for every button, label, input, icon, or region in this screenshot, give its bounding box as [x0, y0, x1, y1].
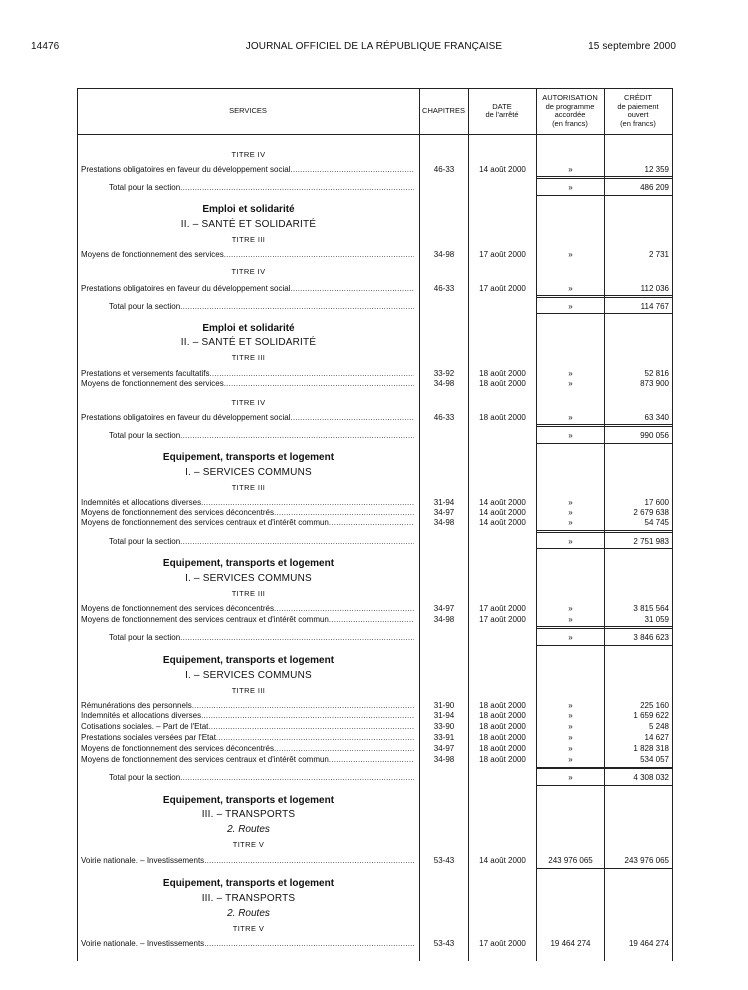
total-autorisation: » — [568, 183, 573, 192]
section-subtitle: I. – SERVICES COMMUNS — [185, 670, 312, 681]
table-row — [77, 938, 673, 949]
row-credit: 112 036 — [640, 284, 669, 293]
row-autorisation: 19 464 274 — [550, 939, 591, 948]
row-date: 17 août 2000 — [479, 250, 526, 259]
budget-table — [77, 88, 673, 968]
total-label: Total pour la section ..... — [109, 632, 414, 643]
row-autorisation: » — [568, 379, 573, 388]
titre-heading: TITRE III — [231, 235, 266, 244]
table-row — [77, 754, 673, 765]
row-label: Prestations obligatoires en faveur du développement social ..... — [81, 164, 414, 175]
row-date: 14 août 2000 — [479, 856, 526, 865]
section-divider — [537, 295, 673, 296]
section-divider — [537, 868, 673, 869]
ministry-heading: Emploi et solidarité — [202, 204, 295, 215]
row-date: 14 août 2000 — [479, 498, 526, 507]
table-row — [77, 164, 673, 175]
row-date: 18 août 2000 — [479, 733, 526, 742]
page-date: 15 septembre 2000 — [588, 41, 676, 52]
column-header-services: SERVICES — [229, 105, 267, 115]
row-credit: 54 745 — [644, 518, 669, 527]
row-credit: 243 976 065 — [624, 856, 669, 865]
ministry-heading: Equipement, transports et logement — [162, 452, 335, 463]
total-row — [77, 430, 673, 441]
row-label: Prestations sociales versées par l'Etat ..... — [81, 732, 414, 743]
row-credit: 14 627 — [644, 733, 669, 742]
total-box-bottom — [537, 195, 673, 196]
row-credit: 63 340 — [644, 413, 669, 422]
table-row — [77, 743, 673, 754]
total-label: Total pour la section ..... — [109, 430, 414, 441]
row-autorisation: » — [568, 518, 573, 527]
total-box-bottom — [537, 548, 673, 549]
row-autorisation: 243 976 065 — [548, 856, 593, 865]
section-subtitle: III. – TRANSPORTS — [201, 809, 296, 820]
row-label: Voirie nationale. – Investissements ..... — [81, 938, 414, 949]
row-credit: 19 464 274 — [628, 939, 669, 948]
total-box-bottom — [537, 313, 673, 314]
section-subtitle: I. – SERVICES COMMUNS — [185, 467, 312, 478]
row-credit: 52 816 — [644, 369, 669, 378]
row-date: 14 août 2000 — [479, 165, 526, 174]
section-sub-subtitle: 2. Routes — [227, 824, 270, 835]
total-credit: 114 767 — [640, 302, 669, 311]
total-box-bottom — [537, 443, 673, 444]
row-chapitre: 33-92 — [433, 369, 455, 378]
row-label: Rémunérations des personnels ..... — [81, 700, 414, 711]
ministry-heading: Equipement, transports et logement — [162, 558, 335, 569]
row-date: 17 août 2000 — [479, 939, 526, 948]
row-date: 18 août 2000 — [479, 701, 526, 710]
total-box-top — [537, 628, 673, 629]
total-box-top — [537, 532, 673, 533]
table-row — [77, 855, 673, 866]
total-row — [77, 182, 673, 193]
section-divider — [537, 176, 673, 177]
column-header-date: DATE de l'arrêté — [485, 101, 519, 119]
row-label: Prestations obligatoires en faveur du développement social ..... — [81, 412, 414, 423]
column-header-credit: CRÉDIT de paiement ouvert (en francs) — [617, 93, 659, 128]
row-autorisation: » — [568, 615, 573, 624]
total-autorisation: » — [568, 633, 573, 642]
ministry-heading: Equipement, transports et logement — [162, 795, 335, 806]
row-date: 17 août 2000 — [479, 284, 526, 293]
row-chapitre: 53-43 — [433, 939, 455, 948]
row-autorisation: » — [568, 413, 573, 422]
row-label: Moyens de fonctionnement des services ..... — [81, 378, 414, 389]
total-box-top — [537, 297, 673, 298]
row-autorisation: » — [568, 722, 573, 731]
row-chapitre: 33-91 — [433, 733, 455, 742]
row-label: Prestations et versements facultatifs ..... — [81, 368, 414, 379]
total-row — [77, 772, 673, 783]
titre-heading: TITRE III — [231, 589, 266, 598]
row-chapitre: 34-98 — [433, 250, 455, 259]
row-chapitre: 46-33 — [433, 413, 455, 422]
row-label: Cotisations sociales. – Part de l'Etat ..... — [81, 721, 414, 732]
total-row — [77, 632, 673, 643]
titre-heading: TITRE IV — [231, 150, 266, 159]
row-label: Prestations obligatoires en faveur du développement social ..... — [81, 283, 414, 294]
row-autorisation: » — [568, 165, 573, 174]
row-credit: 1 659 622 — [633, 711, 669, 720]
section-subtitle: III. – TRANSPORTS — [201, 893, 296, 904]
table-row — [77, 614, 673, 625]
table-row — [77, 249, 673, 260]
titre-heading: TITRE III — [231, 353, 266, 362]
total-label: Total pour la section ..... — [109, 182, 414, 193]
row-date: 18 août 2000 — [479, 744, 526, 753]
column-header-autorisation: AUTORISATION de programme accordée (en francs) — [542, 93, 598, 128]
row-chapitre: 31-94 — [433, 498, 455, 507]
row-autorisation: » — [568, 733, 573, 742]
titre-heading: TITRE III — [231, 483, 266, 492]
row-credit: 31 059 — [644, 615, 669, 624]
row-chapitre: 34-97 — [433, 744, 455, 753]
total-autorisation: » — [568, 431, 573, 440]
row-date: 18 août 2000 — [479, 369, 526, 378]
row-label: Moyens de fonctionnement des services centraux et d'intérêt commun ..... — [81, 614, 414, 625]
row-date: 18 août 2000 — [479, 722, 526, 731]
row-chapitre: 33-90 — [433, 722, 455, 731]
row-label: Voirie nationale. – Investissements ..... — [81, 855, 414, 866]
row-label: Moyens de fonctionnement des services déconcentrés ..... — [81, 603, 414, 614]
table-row — [77, 412, 673, 423]
total-label: Total pour la section ..... — [109, 536, 414, 547]
row-chapitre: 31-90 — [433, 701, 455, 710]
total-box-top — [537, 178, 673, 179]
table-row — [77, 283, 673, 294]
titre-heading: TITRE IV — [231, 398, 266, 407]
row-label: Moyens de fonctionnement des services centraux et d'intérêt commun ..... — [81, 517, 414, 528]
ministry-heading: Emploi et solidarité — [202, 323, 295, 334]
row-chapitre: 34-98 — [433, 615, 455, 624]
row-credit: 12 359 — [644, 165, 669, 174]
total-row — [77, 301, 673, 312]
table-row — [77, 721, 673, 732]
total-box-bottom — [537, 645, 673, 646]
column-header-chapitres: CHAPITRES — [422, 105, 465, 115]
journal-title: JOURNAL OFFICIEL DE LA RÉPUBLIQUE FRANÇAISE — [245, 41, 503, 52]
section-subtitle: I. – SERVICES COMMUNS — [185, 573, 312, 584]
section-sub-subtitle: 2. Routes — [227, 908, 270, 919]
row-credit: 2 731 — [648, 250, 669, 259]
row-credit: 225 160 — [640, 701, 669, 710]
row-label: Moyens de fonctionnement des services centraux et d'intérêt commun ..... — [81, 754, 414, 765]
total-row — [77, 536, 673, 547]
row-autorisation: » — [568, 744, 573, 753]
row-date: 18 août 2000 — [479, 711, 526, 720]
row-credit: 17 600 — [644, 498, 669, 507]
row-label: Moyens de fonctionnement des services ..... — [81, 249, 414, 260]
total-autorisation: » — [568, 302, 573, 311]
section-divider — [537, 424, 673, 425]
titre-heading: TITRE III — [231, 686, 266, 695]
table-row — [77, 378, 673, 389]
row-credit: 5 248 — [648, 722, 669, 731]
row-credit: 1 828 318 — [633, 744, 669, 753]
table-header-border — [77, 134, 673, 135]
row-credit: 534 057 — [640, 755, 669, 764]
row-date: 14 août 2000 — [479, 518, 526, 527]
row-autorisation: » — [568, 711, 573, 720]
row-date: 18 août 2000 — [479, 755, 526, 764]
page-number: 14476 — [31, 41, 60, 52]
row-autorisation: » — [568, 755, 573, 764]
total-label: Total pour la section ..... — [109, 301, 414, 312]
total-autorisation: » — [568, 537, 573, 546]
row-autorisation: » — [568, 369, 573, 378]
section-subtitle: II. – SANTÉ ET SOLIDARITÉ — [180, 219, 317, 230]
ministry-heading: Equipement, transports et logement — [162, 655, 335, 666]
total-credit: 990 056 — [640, 431, 669, 440]
ministry-heading: Equipement, transports et logement — [162, 878, 335, 889]
row-autorisation: » — [568, 284, 573, 293]
total-box-bottom — [537, 785, 673, 786]
row-label: Indemnités et allocations diverses ..... — [81, 497, 414, 508]
section-divider — [537, 626, 673, 627]
table-row — [77, 517, 673, 528]
row-credit: 3 815 564 — [633, 604, 669, 613]
total-credit: 2 751 983 — [633, 537, 669, 546]
row-autorisation: » — [568, 604, 573, 613]
row-date: 17 août 2000 — [479, 604, 526, 613]
row-chapitre: 34-98 — [433, 379, 455, 388]
row-chapitre: 34-97 — [433, 508, 455, 517]
titre-heading: TITRE IV — [231, 267, 266, 276]
row-autorisation: » — [568, 701, 573, 710]
total-box-top — [537, 426, 673, 427]
row-date: 14 août 2000 — [479, 508, 526, 517]
total-credit: 486 209 — [640, 183, 669, 192]
total-credit: 3 846 623 — [633, 633, 669, 642]
row-chapitre: 34-97 — [433, 604, 455, 613]
row-chapitre: 53-43 — [433, 856, 455, 865]
row-chapitre: 34-98 — [433, 518, 455, 527]
row-autorisation: » — [568, 250, 573, 259]
row-date: 18 août 2000 — [479, 379, 526, 388]
row-label: Indemnités et allocations diverses ..... — [81, 710, 414, 721]
total-autorisation: » — [568, 773, 573, 782]
row-autorisation: » — [568, 508, 573, 517]
row-chapitre: 31-94 — [433, 711, 455, 720]
table-row — [77, 732, 673, 743]
row-chapitre: 46-33 — [433, 284, 455, 293]
row-credit: 2 679 638 — [633, 508, 669, 517]
table-row — [77, 710, 673, 721]
table-row — [77, 603, 673, 614]
section-subtitle: II. – SANTÉ ET SOLIDARITÉ — [180, 337, 317, 348]
row-label: Moyens de fonctionnement des services déconcentrés ..... — [81, 743, 414, 754]
row-date: 18 août 2000 — [479, 413, 526, 422]
titre-heading: TITRE V — [232, 840, 265, 849]
row-credit: 873 900 — [640, 379, 669, 388]
row-date: 17 août 2000 — [479, 615, 526, 624]
row-chapitre: 46-33 — [433, 165, 455, 174]
titre-heading: TITRE V — [232, 924, 265, 933]
row-label: Moyens de fonctionnement des services déconcentrés ..... — [81, 507, 414, 518]
row-autorisation: » — [568, 498, 573, 507]
total-label: Total pour la section ..... — [109, 772, 414, 783]
row-chapitre: 34-98 — [433, 755, 455, 764]
total-credit: 4 308 032 — [633, 773, 669, 782]
total-box-top — [537, 768, 673, 769]
section-divider — [537, 530, 673, 531]
